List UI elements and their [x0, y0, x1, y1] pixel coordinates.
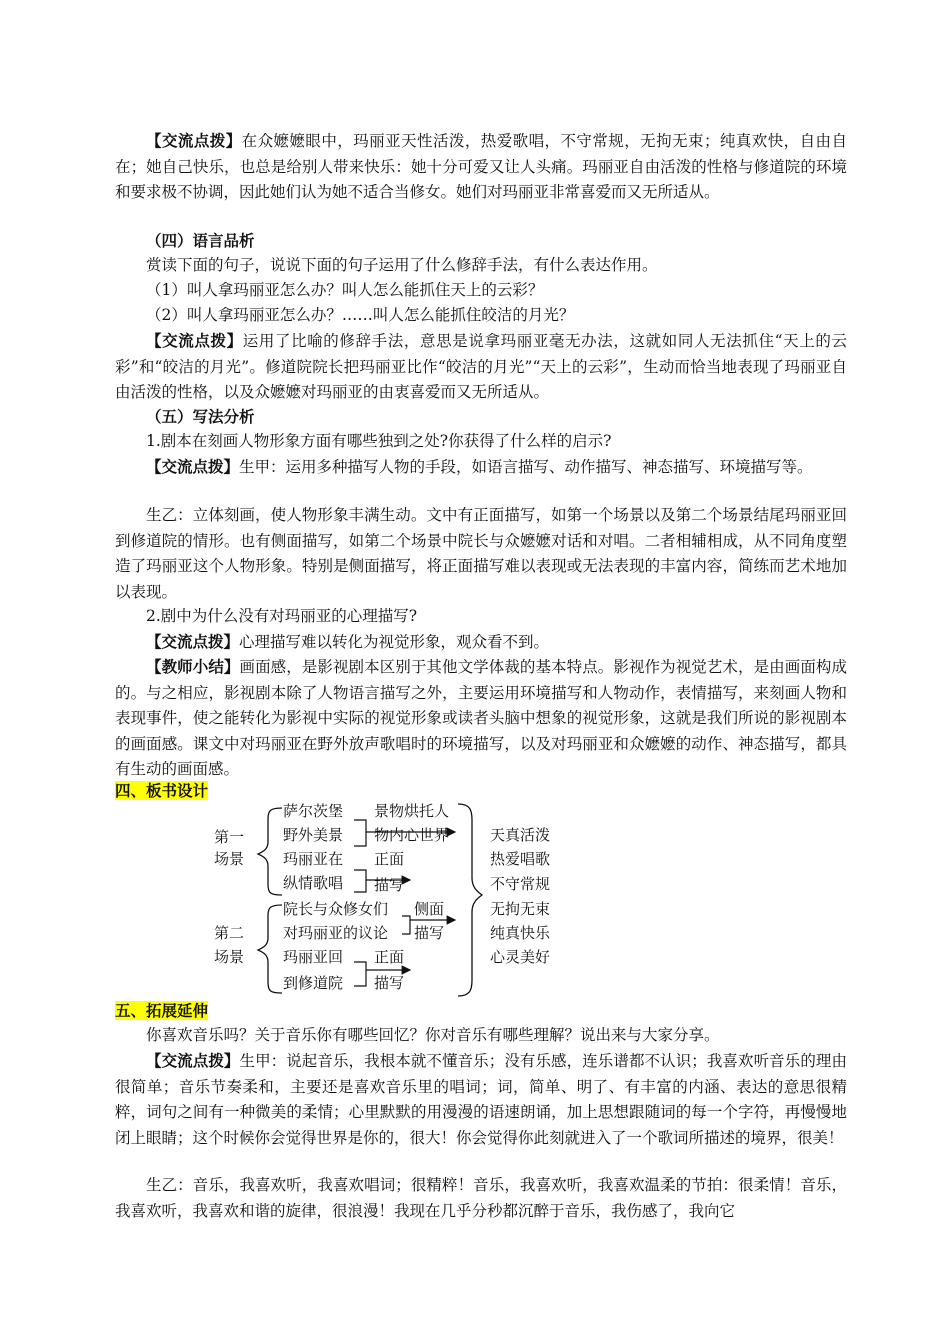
scene-1-note: 正面: [374, 850, 405, 868]
comment-tag: 【交流点拨】: [146, 331, 243, 350]
comment-tag: 【交流点拨】: [146, 457, 240, 476]
comment-tag: 【交流点拨】: [146, 1051, 240, 1070]
paragraph-text: 生甲：运用多种描写人物的手段，如语言描写、动作描写、神态描写、环境描写等。: [239, 458, 813, 476]
comment-tag: 【交流点拨】: [146, 632, 240, 651]
scene-2-note: 侧面: [414, 900, 445, 918]
section-heading-board: 四、板书设计: [115, 781, 209, 800]
scene-1-label-a: 第一: [214, 828, 245, 846]
right-brace-traits: [458, 804, 482, 996]
section-heading-4: （四）语言品析: [146, 231, 255, 250]
section-heading-5: （五）写法分析: [146, 407, 255, 426]
scene-1-item: 玛丽亚在: [283, 850, 344, 868]
scene-1-note: 物内心世界: [374, 826, 450, 844]
trait-item: 心灵美好: [490, 948, 551, 966]
scene-1-note: 描写: [374, 876, 405, 894]
paragraph-text: 在众嬷嬷眼中，玛丽亚天性活泼，热爱歌唱，不守常规，无拘无束；纯真欢快，自由自在；她自己快乐，也总是给别人带来快乐：她十分可爱又让人头痛。玛丽亚自由活泼的性格与修道院的环境和要求极不协调，因此她们认为她不适合当修女。她们对玛丽亚非常喜爱而又无所适从。: [115, 132, 847, 201]
trait-item: 纯真快乐: [490, 924, 551, 942]
extension-question: 你喜欢音乐吗？关于音乐你有哪些回忆？你对音乐有哪些理解？说出来与大家分享。: [146, 1026, 720, 1044]
question-2: （2）叫人拿玛丽亚怎么办？……叫人怎么能抓住皎洁的月光？: [146, 306, 575, 324]
scene-1-note: 景物烘托人: [374, 802, 450, 820]
scene-1-label-b: 场景: [214, 850, 245, 868]
paragraph-text: 心理描写难以转化为视觉形象，观众看不到。: [239, 633, 550, 651]
scene-2-item: 到修道院: [283, 974, 344, 992]
question-1: （1）叫人拿玛丽亚怎么办？叫人怎么能抓住天上的云彩？: [146, 281, 544, 299]
question-intro: 赏读下面的句子，说说下面的句子运用了什么修辞手法，有什么表达作用。: [146, 256, 658, 274]
paragraph-student-b: 生乙：立体刻画，使人物形象丰满生动。文中有正面描写，如第一个场景以及第二个场景结尾玛丽亚回到修道院的情形。也有侧面描写，如第二个场景中院长与众嬷嬷对话和对唱。二者相辅相成，从不同角度塑造了玛丽亚这个人物形象。特别是侧面描写，将正面描写难以表现或无法表现的丰富内容，简练而艺术地加以表现。: [115, 506, 847, 601]
scene-1-item: 萨尔茨堡: [283, 802, 344, 820]
trait-item: 热爱唱歌: [490, 850, 551, 868]
scene-1-item: 野外美景: [283, 826, 344, 844]
scene-2-item: 院长与众修女们: [283, 900, 389, 918]
scene-2-note: 描写: [374, 974, 405, 992]
section-heading-extension: 五、拓展延伸: [115, 1001, 209, 1020]
scene-2-label-a: 第二: [214, 924, 245, 942]
scene-2-label-b: 场景: [214, 948, 245, 966]
trait-item: 不守常规: [490, 875, 551, 893]
scene-2-note: 描写: [414, 924, 445, 942]
paragraph-text: 生甲：说起音乐，我根本就不懂音乐；没有乐感，连乐谱都不认识；我喜欢听音乐的理由很简单；音乐节奏柔和，主要还是喜欢音乐里的唱词；词，简单、明了、有丰富的内涵、表达的意思很精粹，词句之间有一种微美的柔情；心里默默的用漫漫的语速朗诵，加上思想跟随词的每一个字符，再慢慢地闭上眼睛；这个时候你会觉得世界是你的，很大！你会觉得你此刻就进入了一个歌词所描述的境界，很美！: [115, 1052, 847, 1147]
paragraph-student-b-music: 生乙：音乐，我喜欢听，我喜欢唱词；很精粹！音乐，我喜欢听，我喜欢温柔的节拍：很柔情！音乐，我喜欢听，我喜欢和谐的旋律，很浪漫！我现在几乎分秒都沉醉于音乐，我伤感了，我向它: [115, 1176, 847, 1220]
summary-tag: 【教师小结】: [146, 657, 240, 676]
question-3: 1.剧本在刻画人物形象方面有哪些独到之处?你获得了什么样的启示?: [146, 432, 612, 450]
comment-tag: 【交流点拨】: [146, 131, 242, 150]
paragraph-comment-5: [115, 1048, 847, 1151]
left-brace-scene-1: [258, 808, 282, 895]
paragraph-text: 运用了比喻的修辞手法，意思是说拿玛丽亚毫无办法，这就如同人无法抓住“天上的云彩”和“皎洁的月光”。修道院院长把玛丽亚比作“皎洁的月光”“天上的云彩”，生动而恰当地表现了玛丽亚自由活泼的性格，以及众嬷嬷对玛丽亚的由衷喜爱而又无所适从。: [115, 332, 847, 401]
scene-1-item: 纵情歌唱: [283, 874, 344, 892]
paragraph-text: 画面感，是影视剧本区别于其他文学体裁的基本特点。影视作为视觉艺术，是由画面构成的。与之相应，影视剧本除了人物语言描写之外，主要运用环境描写和人物动作，表情描写，来刻画人物和表现事件，使之能转化为影视中实际的视觉形象或读者头脑中想象的视觉形象，这就是我们所说的影视剧本的画面感。课文中对玛丽亚在野外放声歌唱时的环境描写，以及对玛丽亚和众嬷嬷的动作、神态描写，都具有生动的画面感。: [115, 658, 847, 778]
left-brace-scene-2: [258, 905, 282, 993]
trait-item: 天真活泼: [490, 826, 551, 844]
scene-2-item: 玛丽亚回: [283, 948, 344, 966]
scene-2-item: 对玛丽亚的议论: [283, 924, 389, 942]
scene-2-note: 正面: [374, 948, 405, 966]
question-4: 2.剧中为什么没有对玛丽亚的心理描写?: [146, 607, 418, 625]
trait-item: 无拘无束: [490, 900, 551, 918]
